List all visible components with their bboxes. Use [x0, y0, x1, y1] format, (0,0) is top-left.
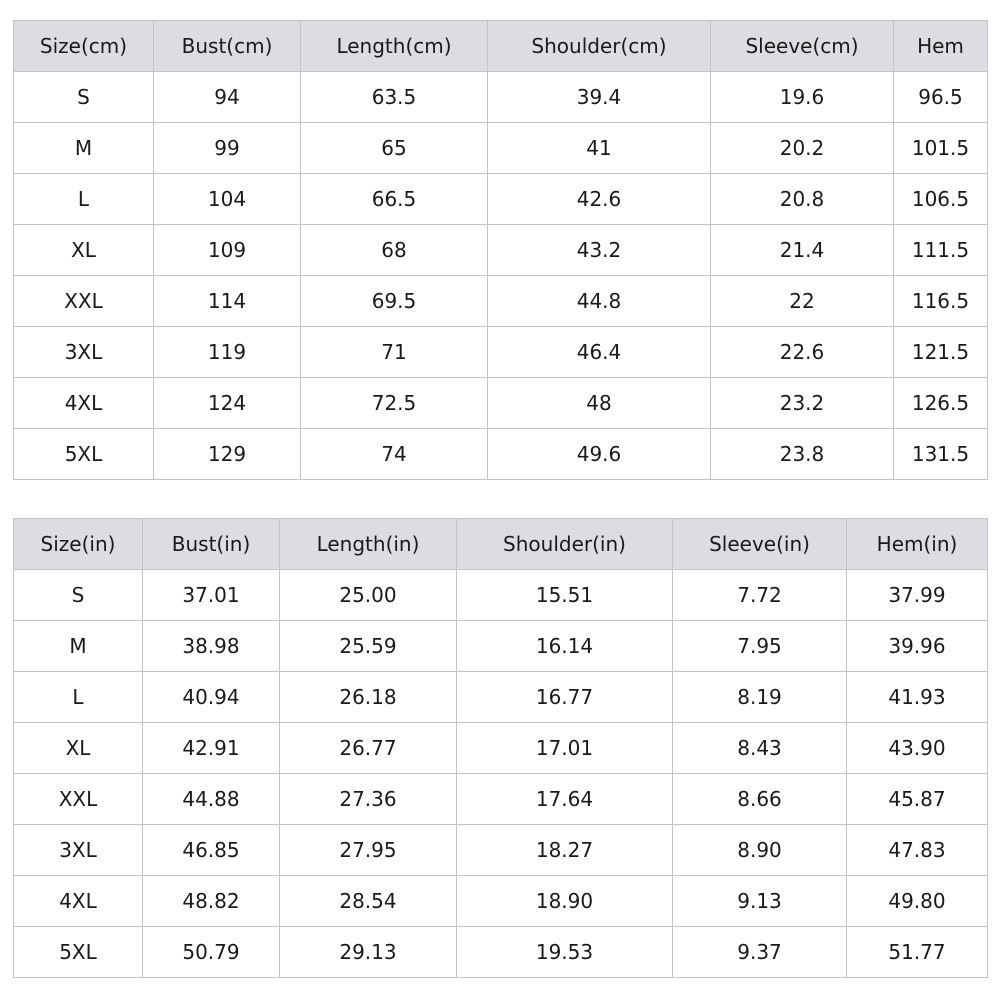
table-body [14, 570, 988, 978]
column-header: Shoulder(in) [457, 519, 673, 570]
measurement-cell: 7.72 [673, 570, 847, 621]
table-row [14, 672, 988, 723]
measurement-cell: 38.98 [143, 621, 280, 672]
table-row [14, 570, 988, 621]
measurement-cell: 27.36 [280, 774, 457, 825]
measurement-cell: 9.13 [673, 876, 847, 927]
table-row [14, 72, 988, 123]
table-row [14, 276, 988, 327]
measurement-cell: 101.5 [894, 123, 988, 174]
measurement-cell: 20.2 [711, 123, 894, 174]
measurement-cell: 50.79 [143, 927, 280, 978]
measurement-cell: 21.4 [711, 225, 894, 276]
size-cell: 3XL [14, 825, 143, 876]
column-header: Length(in) [280, 519, 457, 570]
size-cell: 4XL [14, 378, 154, 429]
column-header: Length(cm) [301, 21, 488, 72]
table-row [14, 621, 988, 672]
measurement-cell: 22.6 [711, 327, 894, 378]
header-row [14, 21, 988, 72]
measurement-cell: 48 [488, 378, 711, 429]
measurement-cell: 20.8 [711, 174, 894, 225]
measurement-cell: 23.2 [711, 378, 894, 429]
measurement-cell: 111.5 [894, 225, 988, 276]
measurement-cell: 25.00 [280, 570, 457, 621]
table-row [14, 429, 988, 480]
measurement-cell: 26.18 [280, 672, 457, 723]
measurement-cell: 28.54 [280, 876, 457, 927]
measurement-cell: 42.91 [143, 723, 280, 774]
measurement-cell: 48.82 [143, 876, 280, 927]
measurement-cell: 9.37 [673, 927, 847, 978]
measurement-cell: 49.6 [488, 429, 711, 480]
size-cell: L [14, 672, 143, 723]
measurement-cell: 16.77 [457, 672, 673, 723]
measurement-cell: 46.85 [143, 825, 280, 876]
table-header [14, 21, 988, 72]
measurement-cell: 44.8 [488, 276, 711, 327]
header-row [14, 519, 988, 570]
measurement-cell: 65 [301, 123, 488, 174]
size-cell: M [14, 621, 143, 672]
measurement-cell: 51.77 [847, 927, 988, 978]
column-header: Shoulder(cm) [488, 21, 711, 72]
table-row [14, 723, 988, 774]
size-cell: M [14, 123, 154, 174]
measurement-cell: 18.90 [457, 876, 673, 927]
measurement-cell: 99 [154, 123, 301, 174]
measurement-cell: 44.88 [143, 774, 280, 825]
measurement-cell: 40.94 [143, 672, 280, 723]
column-header: Size(in) [14, 519, 143, 570]
measurement-cell: 43.2 [488, 225, 711, 276]
measurement-cell: 126.5 [894, 378, 988, 429]
measurement-cell: 121.5 [894, 327, 988, 378]
table-row [14, 774, 988, 825]
table-row [14, 927, 988, 978]
measurement-cell: 17.64 [457, 774, 673, 825]
measurement-cell: 23.8 [711, 429, 894, 480]
column-header: Size(cm) [14, 21, 154, 72]
measurement-cell: 37.01 [143, 570, 280, 621]
measurement-cell: 8.19 [673, 672, 847, 723]
table-row [14, 123, 988, 174]
measurement-cell: 41.93 [847, 672, 988, 723]
measurement-cell: 66.5 [301, 174, 488, 225]
measurement-cell: 18.27 [457, 825, 673, 876]
size-cell: 5XL [14, 429, 154, 480]
measurement-cell: 129 [154, 429, 301, 480]
measurement-cell: 37.99 [847, 570, 988, 621]
table-row [14, 225, 988, 276]
measurement-cell: 71 [301, 327, 488, 378]
measurement-cell: 16.14 [457, 621, 673, 672]
measurement-cell: 96.5 [894, 72, 988, 123]
measurement-cell: 27.95 [280, 825, 457, 876]
size-cell: 3XL [14, 327, 154, 378]
size-cell: L [14, 174, 154, 225]
table-row [14, 174, 988, 225]
measurement-cell: 8.90 [673, 825, 847, 876]
measurement-cell: 25.59 [280, 621, 457, 672]
measurement-cell: 69.5 [301, 276, 488, 327]
size-cell: XXL [14, 774, 143, 825]
measurement-cell: 17.01 [457, 723, 673, 774]
measurement-cell: 47.83 [847, 825, 988, 876]
measurement-cell: 29.13 [280, 927, 457, 978]
size-cell: XL [14, 723, 143, 774]
table-row [14, 876, 988, 927]
measurement-cell: 46.4 [488, 327, 711, 378]
measurement-cell: 68 [301, 225, 488, 276]
measurement-cell: 49.80 [847, 876, 988, 927]
measurement-cell: 74 [301, 429, 488, 480]
table-row [14, 378, 988, 429]
measurement-cell: 22 [711, 276, 894, 327]
size-cell: 5XL [14, 927, 143, 978]
table-body [14, 72, 988, 480]
measurement-cell: 94 [154, 72, 301, 123]
measurement-cell: 39.4 [488, 72, 711, 123]
size-cell: XXL [14, 276, 154, 327]
size-cell: XL [14, 225, 154, 276]
measurement-cell: 63.5 [301, 72, 488, 123]
measurement-cell: 8.66 [673, 774, 847, 825]
column-header: Sleeve(cm) [711, 21, 894, 72]
measurement-cell: 104 [154, 174, 301, 225]
measurement-cell: 42.6 [488, 174, 711, 225]
measurement-cell: 19.53 [457, 927, 673, 978]
measurement-cell: 8.43 [673, 723, 847, 774]
column-header: Hem(in) [847, 519, 988, 570]
measurement-cell: 7.95 [673, 621, 847, 672]
measurement-cell: 109 [154, 225, 301, 276]
column-header: Bust(in) [143, 519, 280, 570]
size-table-in [13, 518, 988, 978]
measurement-cell: 106.5 [894, 174, 988, 225]
column-header: Bust(cm) [154, 21, 301, 72]
measurement-cell: 119 [154, 327, 301, 378]
measurement-cell: 43.90 [847, 723, 988, 774]
measurement-cell: 19.6 [711, 72, 894, 123]
size-cell: S [14, 72, 154, 123]
column-header: Sleeve(in) [673, 519, 847, 570]
table-row [14, 327, 988, 378]
measurement-cell: 15.51 [457, 570, 673, 621]
measurement-cell: 26.77 [280, 723, 457, 774]
measurement-cell: 45.87 [847, 774, 988, 825]
measurement-cell: 114 [154, 276, 301, 327]
table-header [14, 519, 988, 570]
measurement-cell: 116.5 [894, 276, 988, 327]
size-cell: S [14, 570, 143, 621]
measurement-cell: 124 [154, 378, 301, 429]
measurement-cell: 131.5 [894, 429, 988, 480]
measurement-cell: 72.5 [301, 378, 488, 429]
measurement-cell: 39.96 [847, 621, 988, 672]
table-row [14, 825, 988, 876]
column-header: Hem [894, 21, 988, 72]
measurement-cell: 41 [488, 123, 711, 174]
size-table-cm [13, 20, 988, 480]
size-cell: 4XL [14, 876, 143, 927]
